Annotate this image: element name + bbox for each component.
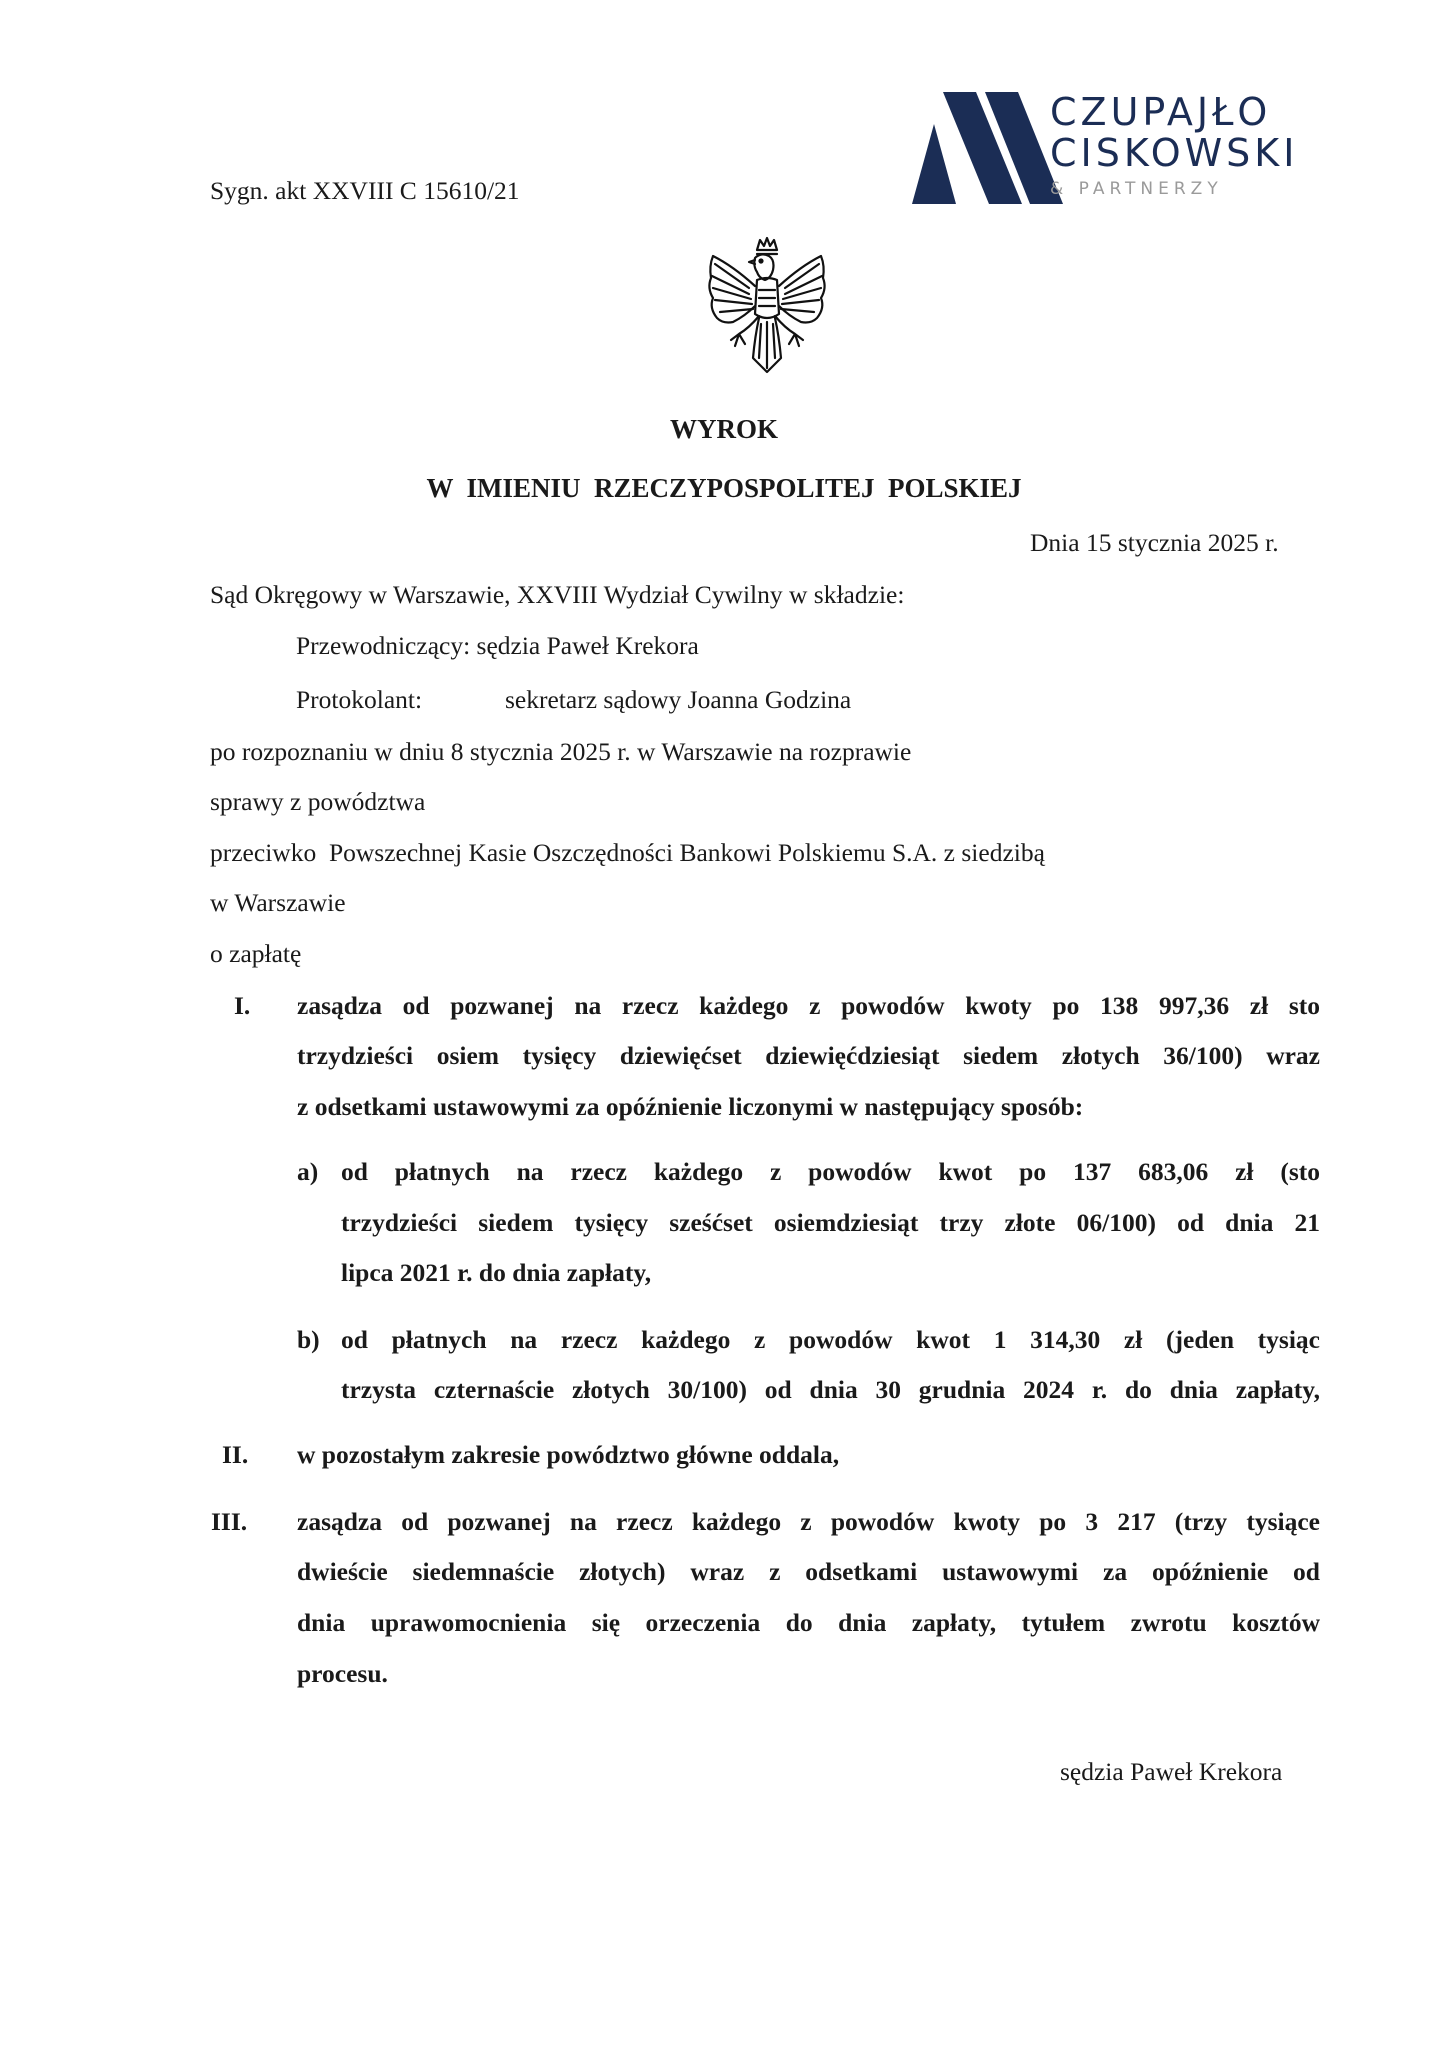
ruling-numeral: III. — [211, 1507, 248, 1536]
logo-text-line3: & PARTNERZY — [1050, 179, 1223, 199]
ruling-line: zasądza od pozwanej na rzecz każdego z powodów kwoty po 3 217 (trzy tysiące — [297, 1507, 1320, 1536]
ruling-line: zasądza od pozwanej na rzecz każdego z powodów kwoty po 138 997,36 zł sto — [297, 991, 1320, 1020]
clerk-label: Protokolant: — [296, 685, 423, 714]
polish-eagle-emblem-icon — [703, 236, 831, 376]
subpoint-label: a) — [297, 1157, 319, 1186]
presiding-judge: Przewodniczący: sędzia Paweł Krekora — [296, 631, 699, 660]
ruling-line: dwieście siedemnaście złotych) wraz z odsetkami ustawowymi za opóźnienie od — [297, 1557, 1320, 1586]
logo-mark-icon — [910, 88, 1070, 208]
proceedings-line: w Warszawie — [210, 888, 346, 917]
subpoint-label: b) — [297, 1325, 320, 1354]
ruling-line: dnia uprawomocnienia się orzeczenia do dnia zapłaty, tytułem zwrotu kosztów — [297, 1608, 1320, 1637]
subpoint-line: lipca 2021 r. do dnia zapłaty, — [341, 1258, 652, 1287]
ruling-line: procesu. — [297, 1659, 388, 1688]
judgment-date: Dnia 15 stycznia 2025 r. — [1030, 528, 1279, 557]
logo-text-line1: CZUPAJŁO — [1050, 90, 1272, 134]
court-composition: Sąd Okręgowy w Warszawie, XXVIII Wydział Cywilny w składzie: — [210, 580, 905, 609]
judge-signature: sędzia Paweł Krekora — [1060, 1757, 1283, 1786]
ruling-line: z odsetkami ustawowymi za opóźnienie liczonymi w następujący sposób: — [297, 1092, 1084, 1121]
ruling-line: trzydzieści osiem tysięcy dziewięćset dziewięćdziesiąt siedem złotych 36/100) wraz — [297, 1041, 1320, 1070]
logo-text-line2: CISKOWSKI — [1050, 131, 1299, 175]
judgment-subtitle: W IMIENIU RZECZYPOSPOLITEJ POLSKIEJ — [426, 473, 1022, 503]
proceedings-line: sprawy z powództwa — [210, 787, 426, 816]
ruling-line: w pozostałym zakresie powództwo główne oddala, — [297, 1440, 840, 1469]
subpoint-line: od płatnych na rzecz każdego z powodów kwot 1 314,30 zł (jeden tysiąc — [341, 1325, 1320, 1354]
subpoint-line: trzysta czternaście złotych 30/100) od dnia 30 grudnia 2024 r. do dnia zapłaty, — [341, 1375, 1320, 1404]
ruling-numeral: I. — [234, 991, 251, 1020]
proceedings-line: o zapłatę — [210, 939, 302, 968]
subpoint-line: od płatnych na rzecz każdego z powodów kwot po 137 683,06 zł (sto — [341, 1157, 1320, 1186]
case-number: Sygn. akt XXVIII C 15610/21 — [210, 176, 520, 205]
ruling-numeral: II. — [222, 1440, 249, 1469]
law-firm-logo — [910, 88, 1340, 208]
proceedings-line: po rozpoznaniu w dniu 8 stycznia 2025 r. w Warszawie na rozprawie — [210, 737, 912, 766]
subpoint-line: trzydzieści siedem tysięcy sześćset osiemdziesiąt trzy złote 06/100) od dnia 21 — [341, 1208, 1320, 1237]
judgment-title: WYROK — [670, 414, 778, 444]
proceedings-line: przeciwko Powszechnej Kasie Oszczędności Bankowi Polskiemu S.A. z siedzibą — [210, 838, 1045, 867]
clerk-value: sekretarz sądowy Joanna Godzina — [505, 685, 852, 714]
